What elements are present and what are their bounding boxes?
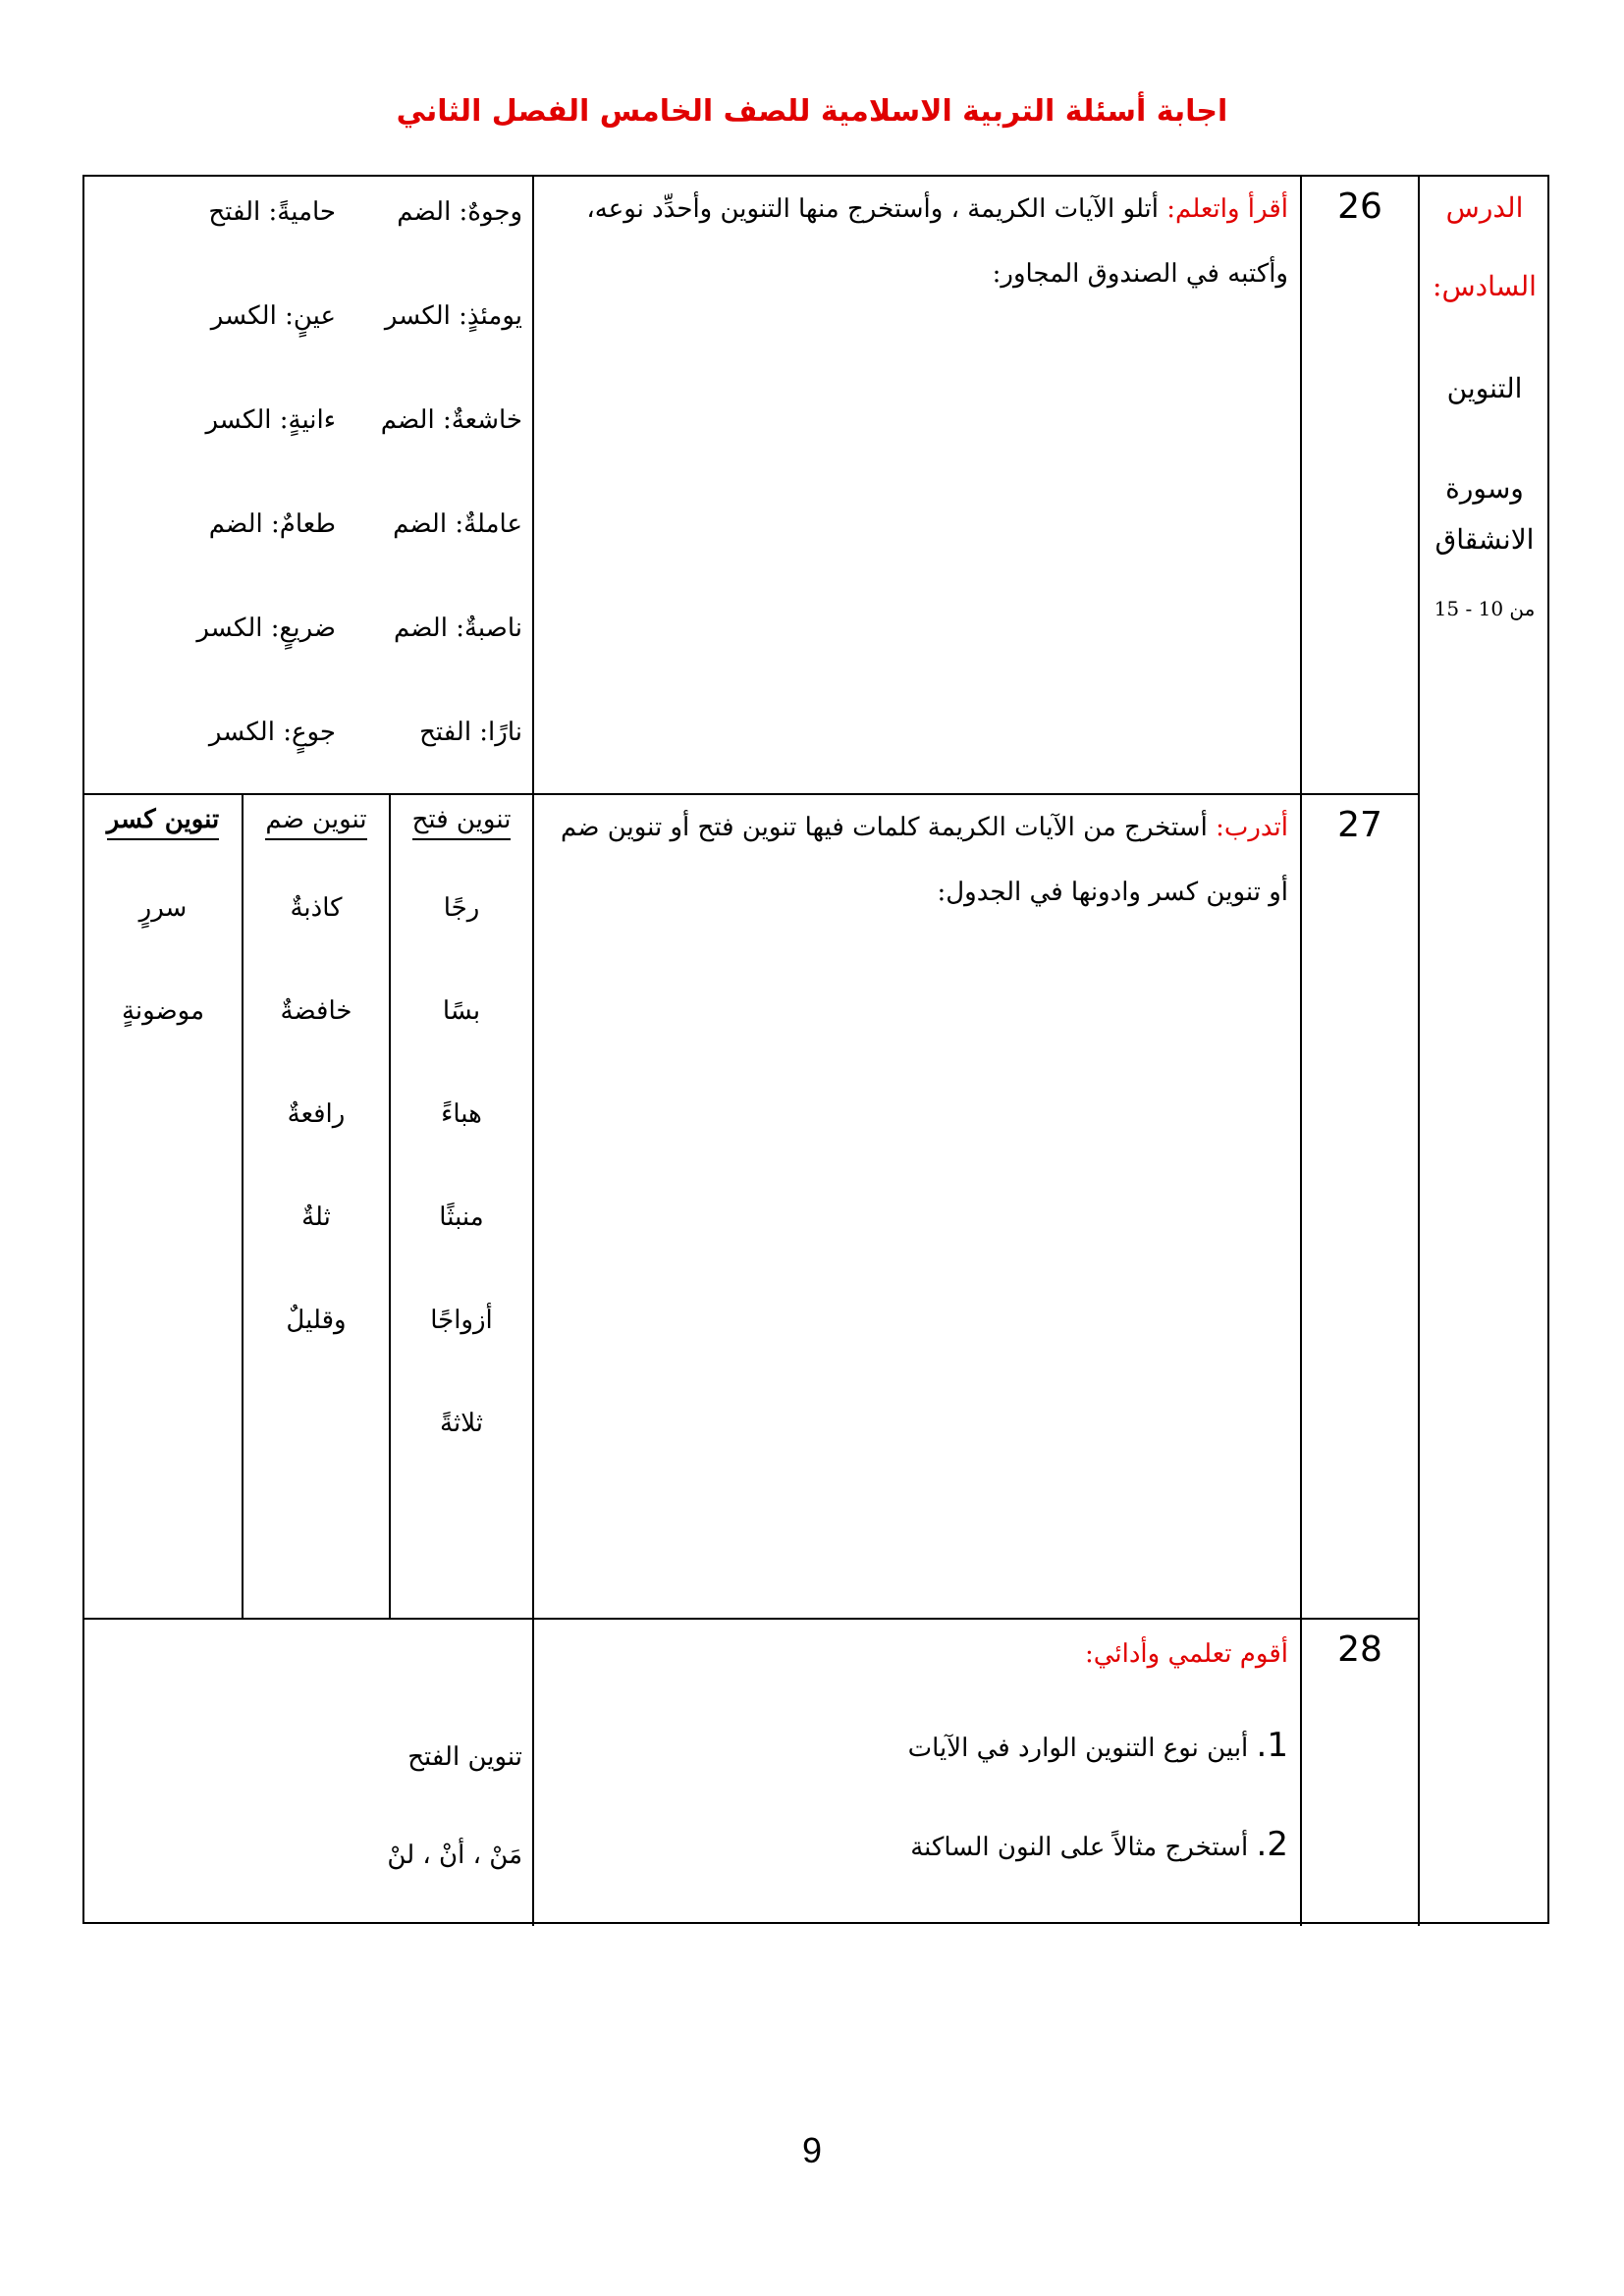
question-heading: أقوم تعلمي وأدائي: — [1084, 1639, 1288, 1669]
answer-row: وجوهٌ: الضمحاميةً: الفتح — [208, 197, 522, 227]
divider — [532, 177, 534, 1926]
word: ثلةٌ — [301, 1202, 331, 1232]
lesson-number: السادس: — [1433, 270, 1537, 302]
word: منبثًا — [439, 1202, 484, 1232]
answer-line: تنوين الفتح — [407, 1742, 522, 1772]
lesson-table — [82, 175, 1549, 1924]
divider — [1418, 177, 1420, 1926]
surah-line-2: الانشقاق — [1435, 523, 1535, 556]
word: كاذبةٌ — [290, 893, 343, 923]
page-title: اجابة أسئلة التربية الاسلامية للصف الخامس الفصل الثاني — [396, 94, 1228, 129]
answer-row: يومئذٍ: الكسرعينٍ: الكسر — [210, 301, 522, 331]
question-number: 28 — [1337, 1629, 1382, 1670]
word: هباءً — [441, 1099, 482, 1129]
answer-line: مَنْ ، أنْ ، لنْ — [387, 1841, 522, 1870]
word: بسًا — [442, 996, 481, 1026]
word: خافضةٌ — [280, 996, 352, 1026]
divider — [84, 1618, 1418, 1620]
answer-row: خاشعةٌ: الضمءانيةٍ: الكسر — [205, 405, 522, 435]
lesson-info — [1422, 183, 1547, 634]
question-text — [546, 177, 1288, 306]
question-text — [546, 795, 1288, 925]
damma-column — [244, 805, 389, 1399]
question-body: أتلو الآيات الكريمة ، وأستخرج منها التنوين وأحدِّد نوعه، وأكتبه في الصندوق المجاور: — [586, 194, 1288, 289]
word: أزواجًا — [430, 1306, 493, 1335]
evaluation-item: 1. أبين نوع التنوين الوارد في الآيات — [907, 1726, 1288, 1765]
question-text — [546, 1629, 1288, 1867]
fatha-column — [391, 805, 532, 1502]
word: موضونةٍ — [121, 996, 205, 1026]
word: رجًا — [443, 893, 480, 923]
answers-list — [143, 190, 522, 815]
question-heading: أتدرب: — [1216, 813, 1288, 842]
lesson-topic: التنوين — [1446, 372, 1523, 404]
evaluation-answers — [104, 1737, 522, 1875]
verse-range: من 10 - 15 — [1434, 597, 1536, 620]
answer-row: نارًا: الفتحجوعٍ: الكسر — [208, 718, 522, 747]
question-body: أستخرج من الآيات الكريمة كلمات فيها تنوين فتح أو تنوين ضم أو تنوين كسر وادونها في الجدول: — [561, 813, 1288, 907]
kasra-column — [84, 805, 242, 1090]
word: رافعةٌ — [287, 1099, 346, 1129]
answer-row: ناصبةٌ: الضمضريعٍ: الكسر — [196, 614, 522, 643]
column-header: تنوين ضم — [265, 805, 366, 840]
word: وقليلٌ — [286, 1306, 347, 1335]
word: ثلاثةً — [440, 1409, 483, 1438]
question-number: 27 — [1337, 805, 1382, 845]
lesson-label: الدرس — [1445, 191, 1524, 224]
answer-row: عاملةٌ: الضمطعامٌ: الضم — [208, 509, 522, 539]
page-number: 9 — [801, 2130, 823, 2170]
word: سررٍ — [138, 893, 188, 923]
column-header: تنوين فتح — [412, 805, 512, 840]
evaluation-item: 2. أستخرج مثالاً على النون الساكنة — [910, 1825, 1288, 1864]
question-number: 26 — [1337, 187, 1382, 227]
column-header: تنوين كسر — [107, 805, 220, 840]
surah-line-1: وسورة — [1445, 472, 1524, 505]
question-heading: أقرأ واتعلم: — [1166, 194, 1288, 224]
